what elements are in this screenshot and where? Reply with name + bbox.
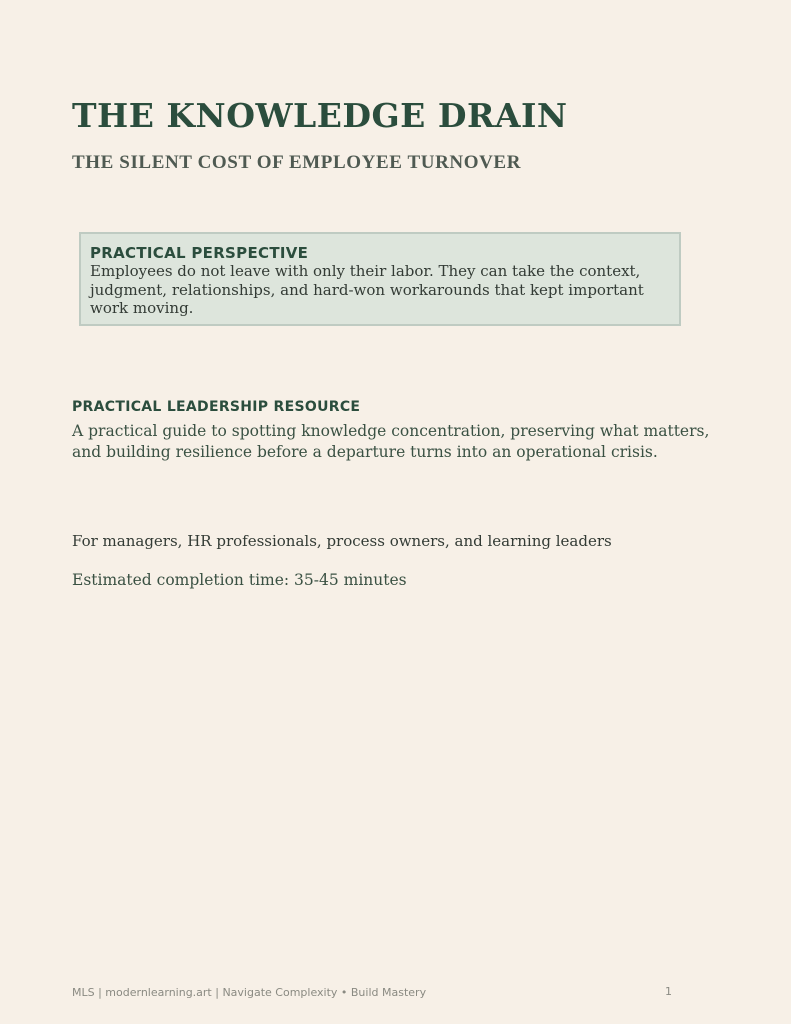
resource-description: A practical guide to spotting knowledge concentration, preserving what matters, and building resilience before a departure turns into an operational crisis. — [72, 422, 710, 461]
practical-perspective-callout — [79, 232, 681, 326]
callout-body: Employees do not leave with only their labor. They can take the context, judgment, relationships, and hard-won workarounds that kept important work moving. — [90, 262, 644, 317]
audience-statement: For managers, HR professionals, process owners, and learning leaders — [72, 532, 612, 550]
document-subtitle: THE SILENT COST OF EMPLOYEE TURNOVER — [72, 152, 522, 173]
callout-heading: PRACTICAL PERSPECTIVE — [90, 244, 309, 262]
document-title: THE KNOWLEDGE DRAIN — [72, 96, 568, 135]
completion-time: Estimated completion time: 35-45 minutes — [72, 571, 407, 589]
resource-heading: PRACTICAL LEADERSHIP RESOURCE — [72, 399, 361, 415]
page-number: 1 — [665, 985, 672, 998]
page-footer: MLS | modernlearning.art | Navigate Complexity • Build Mastery — [72, 986, 427, 999]
